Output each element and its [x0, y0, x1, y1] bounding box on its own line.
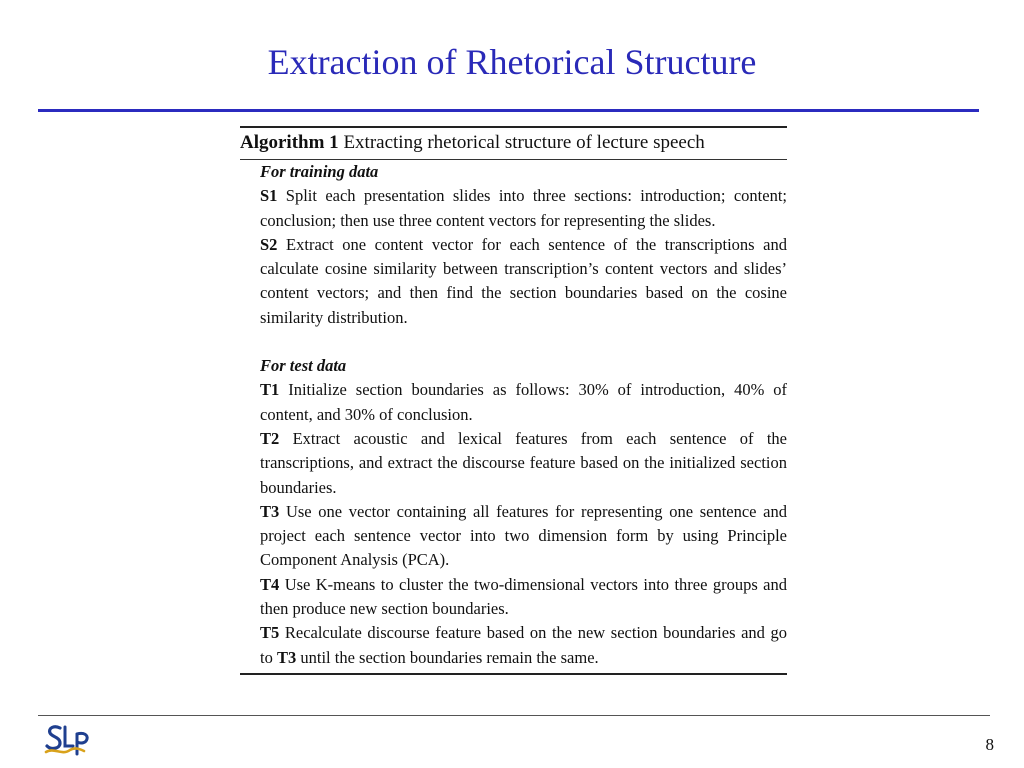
step-label: S2 — [260, 234, 278, 254]
step-t2 — [260, 427, 787, 500]
step-label: T1 — [260, 380, 280, 400]
algorithm-caption-text: Extracting rhetorical structure of lecture speech — [343, 132, 705, 153]
step-text-after: until the section boundaries remain the same. — [300, 647, 599, 667]
step-text: Use K-means to cluster the two-dimensional vectors into three groups and then produce new section boundaries. — [260, 574, 787, 619]
step-label: T4 — [260, 574, 280, 594]
step-t4 — [260, 573, 787, 622]
slide-title: Extraction of Rhetorical Structure — [267, 42, 757, 82]
test-heading: For test data — [260, 356, 347, 376]
step-text: Use one vector containing all features for representing one sentence and project each sentence vector into two dimension form by using Principle Component Analysis (PCA). — [260, 501, 788, 570]
step-label: T5 — [260, 623, 280, 643]
step-t1 — [260, 378, 787, 427]
training-heading: For training data — [260, 162, 379, 181]
step-label: S1 — [260, 186, 278, 206]
algorithm-body — [240, 160, 787, 670]
step-label: T2 — [260, 428, 280, 448]
step-t5 — [260, 621, 787, 670]
step-reference: T3 — [276, 647, 297, 667]
step-label: T3 — [260, 501, 280, 521]
step-text: Recalculate discourse feature based on the new section boundaries and go to — [260, 623, 788, 667]
step-s2 — [260, 233, 787, 330]
page-number: 8 — [985, 735, 994, 754]
step-text: Split each presentation slides into three sections: introduction; content; conclusion; then use three content vectors for representing the slides. — [260, 186, 788, 230]
algorithm-bottom-rule — [240, 673, 787, 675]
algorithm-box — [240, 126, 787, 675]
algorithm-top-rule — [240, 126, 787, 128]
title-divider — [38, 109, 979, 112]
algorithm-caption — [240, 130, 787, 156]
step-text: Initialize section boundaries as follows: 30% of introduction, 40% of content, and 30% of conclusion. — [260, 380, 787, 424]
slp-logo-icon — [44, 722, 94, 760]
step-text: Extract one content vector for each sentence of the transcriptions and calculate cosine similarity between transcription’s content vectors and slides’ content vectors; and then find the section boundaries based on the cosine similarity distribution. — [260, 234, 787, 327]
footer-divider — [38, 715, 990, 716]
step-s1 — [260, 184, 787, 233]
algorithm-label: Algorithm 1 — [240, 132, 339, 153]
step-t3 — [260, 500, 787, 573]
step-text: Extract acoustic and lexical features from each sentence of the transcriptions, and extract the discourse feature based on the initialized section boundaries. — [260, 428, 787, 497]
